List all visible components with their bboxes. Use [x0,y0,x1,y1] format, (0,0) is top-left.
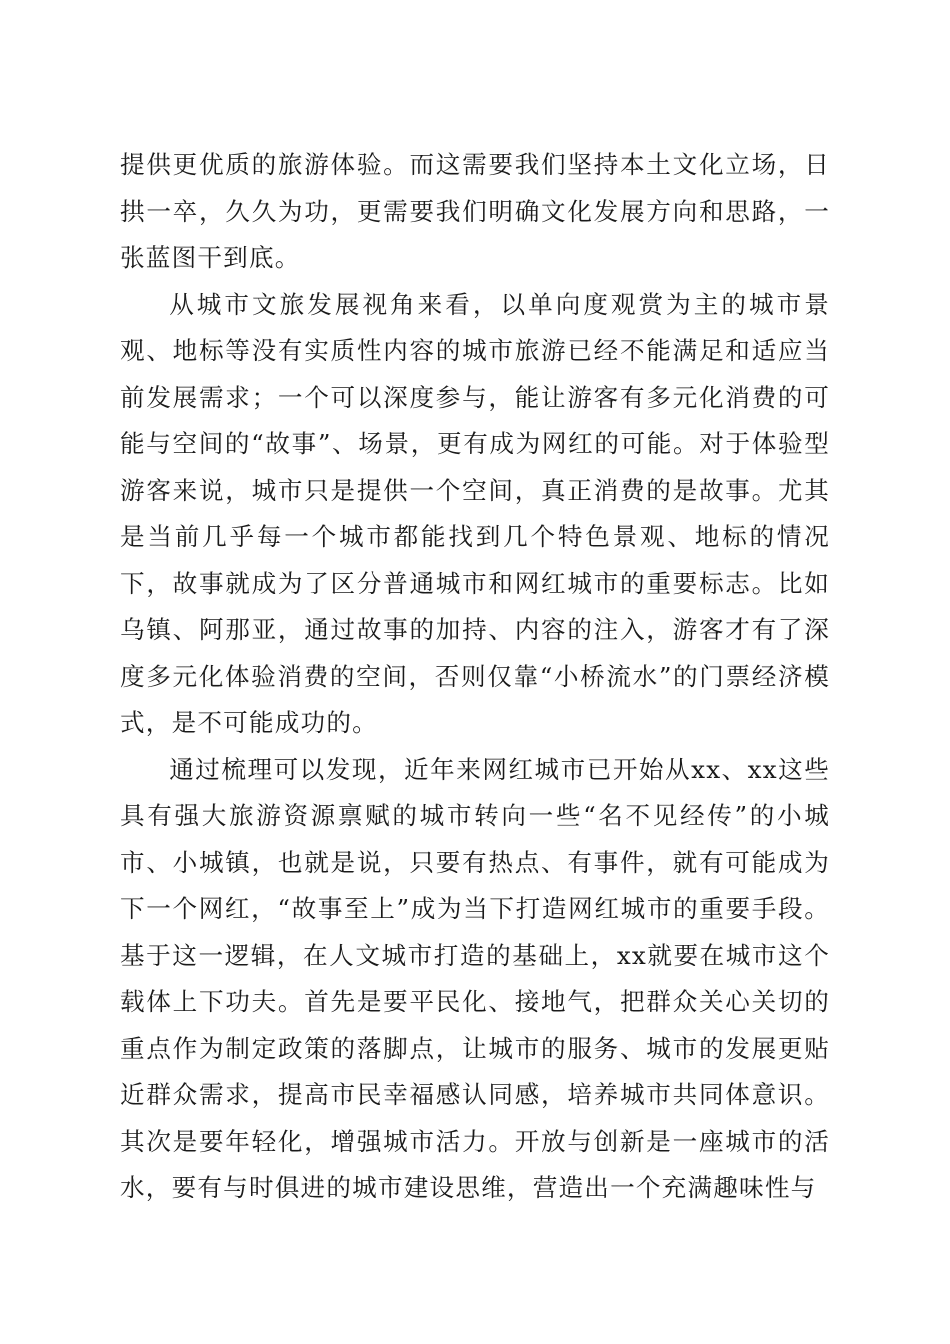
paragraph-2: 从城市文旅发展视角来看，以单向度观赏为主的城市景观、地标等没有实质性内容的城市旅游已经不能满足和适应当前发展需求；一个可以深度参与，能让游客有多元化消费的可能与空间的“故事”、场景，更有成为网红的可能。对于体验型游客来说，城市只是提供一个空间，真正消费的是故事。尤其是当前几乎每一个城市都能找到几个特色景观、地标的情况下，故事就成为了区分普通城市和网红城市的重要标志。比如乌镇、阿那亚，通过故事的加持、内容的注入，游客才有了深度多元化体验消费的空间，否则仅靠“小桥流水”的门票经济模式，是不可能成功的。 [120,289,830,737]
paragraph-1: 提供更优质的旅游体验。而这需要我们坚持本土文化立场，日拱一卒，久久为功，更需要我们明确文化发展方向和思路，一张蓝图干到底。 [120,150,830,272]
document-body [120,142,830,1212]
paragraph-3: 通过梳理可以发现，近年来网红城市已开始从xx、xx这些具有强大旅游资源禀赋的城市转向一些“名不见经传”的小城市、小城镇，也就是说，只要有热点、有事件，就有可能成为下一个网红，“故事至上”成为当下打造网红城市的重要手段。基于这一逻辑，在人文城市打造的基础上，xx就要在城市这个载体上下功夫。首先是要平民化、接地气，把群众关心关切的重点作为制定政策的落脚点，让城市的服务、城市的发展更贴近群众需求，提高市民幸福感认同感，培养城市共同体意识。其次是要年轻化，增强城市活力。开放与创新是一座城市的活水，要有与时俱进的城市建设思维，营造出一个充满趣味性与 [120,754,830,1202]
